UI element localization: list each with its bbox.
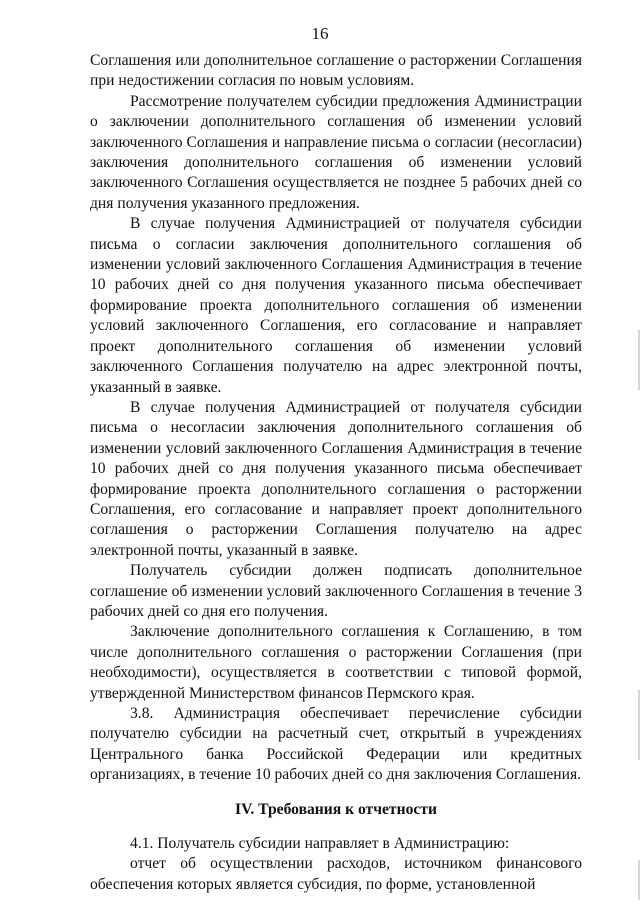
section-heading: IV. Требования к отчетности — [235, 800, 437, 818]
paragraph: Получатель субсидии должен подписать дополнительное соглашение об изменении условий заключенного Соглашения в течение 3 рабочих дней со дня его получения. — [90, 562, 582, 620]
paragraph: 3.8. Администрация обеспечивает перечисление субсидии получателю субсидии на расчетный счет, открытый в учреждениях Центрального банка Российской Федерации или кредитных организациях, в течение 10 рабочих дней со дня заключения Соглашения. — [90, 705, 582, 784]
paragraph: В случае получения Администрацией от получателя субсидии письма о согласии заключения дополнительного соглашения об изменении условий заключенного Соглашения Администрация в течение 10 рабочих дней со дня получения указанного письма обеспечивает формирование проекта дополнительного соглашения об изменении условий заключенного Соглашения, его согласование и направляет проект дополнительного соглашения об изменении условий заключенного Соглашения получателю на адрес электронной почты, указанный в заявке. — [90, 215, 582, 396]
paragraph: Рассмотрение получателем субсидии предложения Администрации о заключении дополнительного соглашения об изменении условий заключенного Соглашения и направление письма о согласии (несогласии) заключения дополнительного соглашения об изменении условий заключенного Соглашения осуществляется не позднее 5 рабочих дней со дня получения указанного предложения. — [90, 92, 582, 212]
paragraph: В случае получения Администрацией от получателя субсидии письма о несогласии заключения дополнительного соглашения об изменении условий заключенного Соглашения Администрация в течение 10 рабочих дней со дня получения указанного письма обеспечивает формирование проекта дополнительного соглашения о расторжении Соглашения, его согласование и направляет проект дополнительного соглашения о расторжении Соглашения получателю на адрес электронной почты, указанный в заявке. — [90, 398, 582, 559]
paragraph: Заключение дополнительного соглашения к Соглашению, в том числе дополнительного соглашения о расторжении Соглашения (при необходимости), осуществляется в соответствии с типовой формой, утвержденной Министерством финансов Пермского края. — [90, 623, 582, 702]
paragraph: 4.1. Получатель субсидии направляет в Администрацию: — [130, 835, 510, 853]
page-number: 16 — [311, 24, 329, 43]
paragraph: отчет об осуществлении расходов, источником финансового обеспечения которых является субсидия, по форме, установленной — [90, 855, 582, 893]
paragraph-continuation: Соглашения или дополнительное соглашение о расторжении Соглашения при недостижении согласия по новым условиям. — [90, 52, 582, 90]
document-body — [90, 51, 582, 895]
